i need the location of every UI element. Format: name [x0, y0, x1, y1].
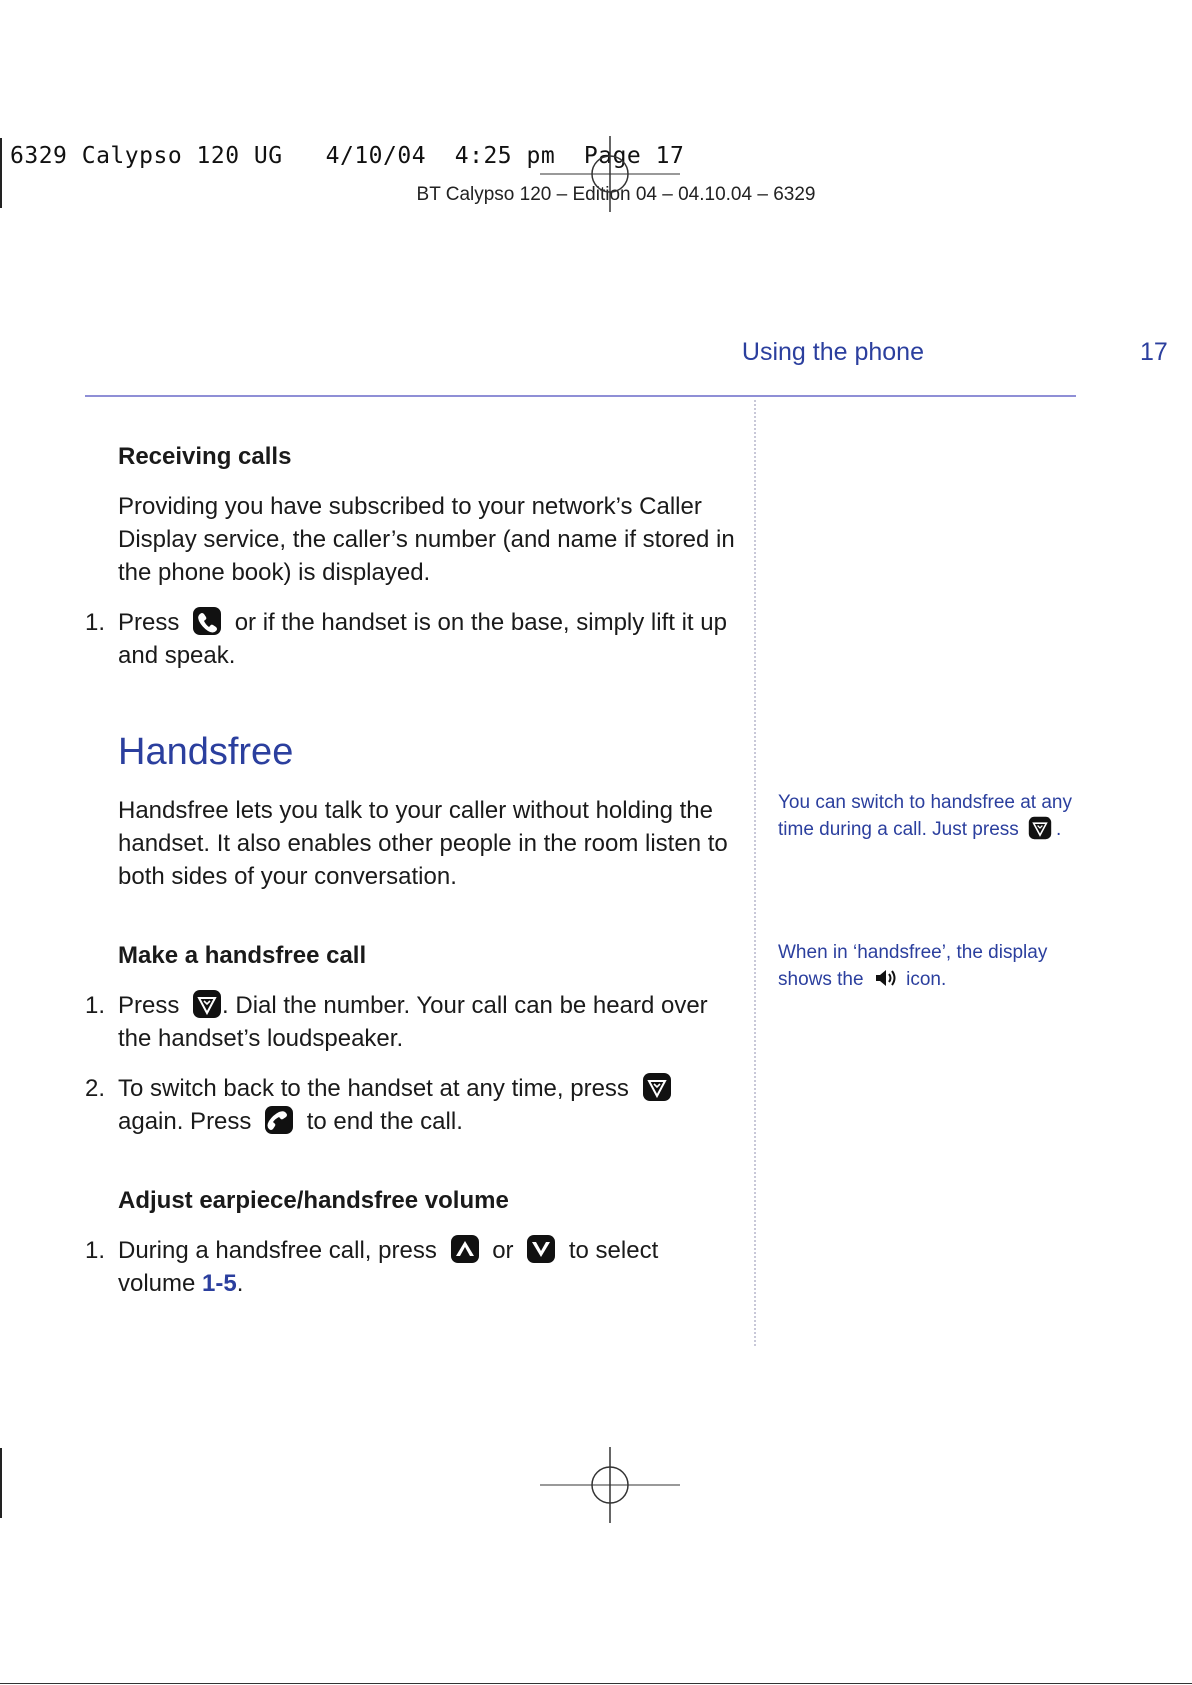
header-rule — [85, 395, 1076, 397]
tip-text-pre: You can switch to handsfree at any time during a call. Just press — [778, 792, 1072, 840]
trim-line-bottom-left — [0, 1683, 1120, 1684]
handsfree-key-icon — [642, 1072, 672, 1102]
step-number: 1. — [85, 992, 106, 1019]
volume-range-end: 5 — [223, 1270, 237, 1297]
handsfree-step-2 — [85, 1072, 738, 1138]
sidebar-tip-switch-handsfree — [778, 790, 1088, 843]
sidebar-tip-display-icon — [778, 940, 1088, 993]
volume-down-key-icon — [526, 1234, 556, 1264]
edition-line: BT Calypso 120 – Edition 04 – 04.10.04 – 6329 — [416, 184, 816, 205]
phone-end-key-icon — [264, 1105, 294, 1135]
phone-talk-key-icon — [192, 606, 222, 636]
page-number: 17 — [1140, 338, 1168, 366]
step-text-post: to select volume — [118, 1237, 659, 1297]
step-text-pre: During a handsfree call, press — [118, 1237, 437, 1264]
handsfree-title: Handsfree — [118, 731, 294, 773]
crop-mark-top-left — [0, 138, 2, 208]
step-number: 1. — [85, 609, 106, 636]
volume-range-start: 1 — [202, 1270, 216, 1297]
handsfree-intro: Handsfree lets you talk to your caller without holding the handset. It also enables other people in the room listen to both sides of your conversation. — [118, 797, 728, 890]
step-text-post: . Dial the number. Your call can be heard over the handset’s loudspeaker. — [118, 992, 708, 1052]
trim-line-bottom-right — [1080, 1683, 1192, 1684]
step-text-post: to end the call. — [306, 1108, 463, 1135]
handsfree-step-1 — [85, 989, 738, 1055]
step-text-pre: Press — [118, 992, 180, 1019]
section-title: Using the phone — [741, 338, 924, 366]
registration-mark-bottom — [540, 1447, 680, 1523]
registration-mark-top — [540, 136, 680, 212]
speaker-display-icon — [873, 966, 897, 990]
volume-up-key-icon — [450, 1234, 480, 1264]
step-text-or: or — [492, 1237, 514, 1264]
receiving-calls-heading: Receiving calls — [118, 443, 292, 470]
column-divider — [754, 400, 756, 1346]
handsfree-key-icon — [1028, 816, 1052, 840]
step-text-post: or if the handset is on the base, simply lift it up and speak. — [118, 609, 727, 669]
step-text-pre: Press — [118, 609, 180, 636]
tip-text-post: . — [1056, 819, 1062, 840]
step-text-mid: again. Press — [118, 1108, 252, 1135]
receiving-calls-intro: Providing you have subscribed to your network’s Caller Display service, the caller’s number (and name if stored in the phone book) is displayed. — [118, 493, 735, 586]
print-slug: 6329 Calypso 120 UG 4/10/04 4:25 pm Page 17 — [10, 143, 685, 169]
tip-text-pre: When in ‘handsfree’, the display shows the — [778, 942, 1048, 990]
step-text-end: . — [236, 1270, 244, 1297]
step-number: 2. — [85, 1075, 106, 1102]
volume-range-dash: - — [215, 1270, 224, 1297]
tip-text-post: icon. — [906, 969, 947, 990]
step-number: 1. — [85, 1237, 106, 1264]
volume-step-1 — [85, 1234, 738, 1300]
adjust-volume-heading: Adjust earpiece/handsfree volume — [118, 1187, 509, 1214]
handsfree-key-icon — [192, 989, 222, 1019]
main-column — [85, 440, 738, 1317]
make-handsfree-call-heading: Make a handsfree call — [118, 942, 367, 969]
crop-mark-bottom-left — [0, 1448, 2, 1518]
receiving-step-1 — [85, 606, 738, 672]
step-text-pre: To switch back to the handset at any time, press — [118, 1075, 629, 1102]
